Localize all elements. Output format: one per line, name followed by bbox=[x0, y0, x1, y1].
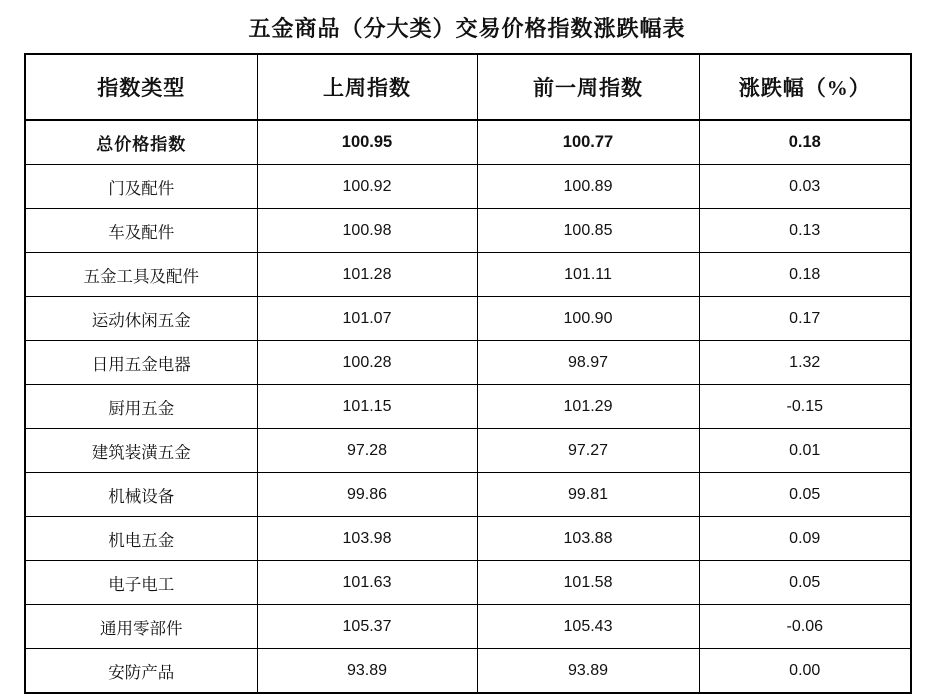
row-label: 机电五金 bbox=[25, 517, 257, 561]
column-header-index-type: 指数类型 bbox=[25, 54, 257, 120]
cell-change: 0.05 bbox=[699, 561, 911, 605]
table-row bbox=[25, 605, 911, 649]
cell-prev-week: 101.58 bbox=[477, 561, 699, 605]
row-label: 五金工具及配件 bbox=[25, 253, 257, 297]
cell-last-week: 101.63 bbox=[257, 561, 477, 605]
table-header bbox=[25, 54, 911, 120]
table-row bbox=[25, 253, 911, 297]
table-row bbox=[25, 120, 911, 165]
cell-prev-week: 93.89 bbox=[477, 649, 699, 694]
cell-last-week: 105.37 bbox=[257, 605, 477, 649]
column-header-prev-week: 前一周指数 bbox=[477, 54, 699, 120]
row-label: 日用五金电器 bbox=[25, 341, 257, 385]
cell-prev-week: 103.88 bbox=[477, 517, 699, 561]
table-body bbox=[25, 120, 911, 693]
cell-change: 1.32 bbox=[699, 341, 911, 385]
cell-change: 0.18 bbox=[699, 253, 911, 297]
price-index-table bbox=[24, 53, 912, 694]
cell-change: 0.03 bbox=[699, 165, 911, 209]
cell-last-week: 100.28 bbox=[257, 341, 477, 385]
cell-change: 0.18 bbox=[699, 120, 911, 165]
table-row bbox=[25, 385, 911, 429]
cell-change: 0.05 bbox=[699, 473, 911, 517]
table-row bbox=[25, 561, 911, 605]
cell-change: -0.06 bbox=[699, 605, 911, 649]
cell-last-week: 97.28 bbox=[257, 429, 477, 473]
table-row bbox=[25, 517, 911, 561]
row-label: 运动休闲五金 bbox=[25, 297, 257, 341]
cell-last-week: 93.89 bbox=[257, 649, 477, 694]
cell-prev-week: 100.77 bbox=[477, 120, 699, 165]
cell-last-week: 99.86 bbox=[257, 473, 477, 517]
table-container bbox=[24, 53, 910, 694]
cell-last-week: 101.28 bbox=[257, 253, 477, 297]
cell-prev-week: 101.29 bbox=[477, 385, 699, 429]
column-header-last-week: 上周指数 bbox=[257, 54, 477, 120]
table-row bbox=[25, 649, 911, 694]
cell-prev-week: 100.90 bbox=[477, 297, 699, 341]
table-row bbox=[25, 341, 911, 385]
cell-last-week: 101.07 bbox=[257, 297, 477, 341]
cell-prev-week: 101.11 bbox=[477, 253, 699, 297]
cell-last-week: 100.98 bbox=[257, 209, 477, 253]
cell-change: 0.17 bbox=[699, 297, 911, 341]
cell-prev-week: 100.85 bbox=[477, 209, 699, 253]
cell-last-week: 100.95 bbox=[257, 120, 477, 165]
row-label: 车及配件 bbox=[25, 209, 257, 253]
row-label: 机械设备 bbox=[25, 473, 257, 517]
cell-prev-week: 98.97 bbox=[477, 341, 699, 385]
cell-last-week: 100.92 bbox=[257, 165, 477, 209]
row-label: 门及配件 bbox=[25, 165, 257, 209]
cell-prev-week: 97.27 bbox=[477, 429, 699, 473]
header-row bbox=[25, 54, 911, 120]
cell-prev-week: 105.43 bbox=[477, 605, 699, 649]
cell-prev-week: 99.81 bbox=[477, 473, 699, 517]
table-row bbox=[25, 429, 911, 473]
cell-change: 0.00 bbox=[699, 649, 911, 694]
cell-prev-week: 100.89 bbox=[477, 165, 699, 209]
row-label: 建筑装潢五金 bbox=[25, 429, 257, 473]
row-label: 厨用五金 bbox=[25, 385, 257, 429]
table-row bbox=[25, 297, 911, 341]
table-row bbox=[25, 473, 911, 517]
cell-last-week: 103.98 bbox=[257, 517, 477, 561]
column-header-change-rate: 涨跌幅（%） bbox=[699, 54, 911, 120]
cell-change: 0.13 bbox=[699, 209, 911, 253]
row-label: 电子电工 bbox=[25, 561, 257, 605]
row-label: 总价格指数 bbox=[25, 120, 257, 165]
row-label: 通用零部件 bbox=[25, 605, 257, 649]
table-row bbox=[25, 165, 911, 209]
cell-change: 0.09 bbox=[699, 517, 911, 561]
cell-last-week: 101.15 bbox=[257, 385, 477, 429]
page-title: 五金商品（分大类）交易价格指数涨跌幅表 bbox=[248, 16, 686, 41]
cell-change: -0.15 bbox=[699, 385, 911, 429]
cell-change: 0.01 bbox=[699, 429, 911, 473]
table-row bbox=[25, 209, 911, 253]
row-label: 安防产品 bbox=[25, 649, 257, 694]
